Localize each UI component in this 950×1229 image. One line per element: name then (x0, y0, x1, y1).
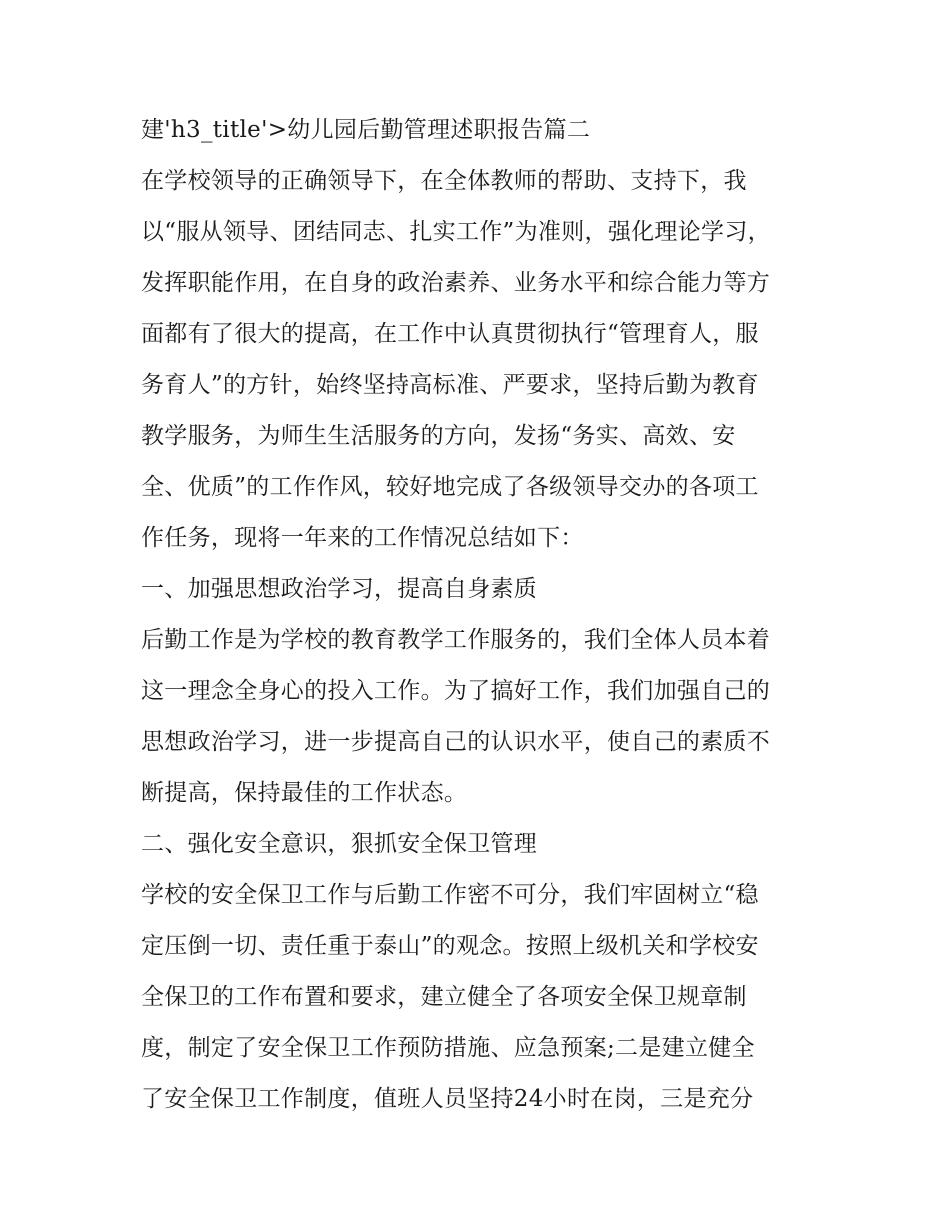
section-heading: 二、强化安全意识，狠抓安全保卫管理 (141, 831, 538, 857)
text-line: 度，制定了安全保卫工作预防措施、应急预案;二是建立健全 (141, 1035, 755, 1061)
text-line: 作任务，现将一年来的工作情况总结如下： (141, 525, 584, 551)
text-line: 学校的安全保卫工作与后勤工作密不可分，我们牢固树立“稳 (141, 882, 759, 908)
text-line: 全、优质”的工作作风，较好地完成了各级领导交办的各项工 (141, 474, 759, 500)
text-line: 发挥职能作用，在自身的政治素养、业务水平和综合能力等方 (141, 270, 771, 296)
text-line: 后勤工作是为学校的教育教学工作服务的，我们全体人员本着 (141, 627, 771, 653)
text-line: 断提高，保持最佳的工作状态。 (141, 780, 468, 806)
text-line: 这一理念全身心的投入工作。为了搞好工作，我们加强自己的 (141, 678, 771, 704)
text-line: 思想政治学习，进一步提高自己的认识水平，使自己的素质不 (141, 729, 771, 755)
text-line: 了安全保卫工作制度，值班人员坚持24小时在岗，三是充分 (141, 1086, 754, 1112)
text-line: 面都有了很大的提高，在工作中认真贯彻执行“管理育人，服 (141, 321, 759, 347)
section-heading: 一、加强思想政治学习，提高自身素质 (141, 576, 538, 602)
text-line: 定压倒一切、责任重于泰山”的观念。按照上级机关和学校安 (141, 933, 759, 959)
text-line: 务育人”的方针，始终坚持高标准、严要求，坚持后勤为教育 (141, 372, 759, 398)
text-line: 教学服务，为师生生活服务的方向，发扬“务实、高效、安 (141, 423, 736, 449)
text-line: 在学校领导的正确领导下，在全体教师的帮助、支持下，我 (141, 168, 747, 194)
document-heading: 建'h3_title'>幼儿园后勤管理述职报告篇二 (141, 117, 591, 143)
text-line: 以“服从领导、团结同志、扎实工作”为准则，强化理论学习， (141, 219, 771, 245)
text-line: 全保卫的工作布置和要求，建立健全了各项安全保卫规章制 (141, 984, 747, 1010)
